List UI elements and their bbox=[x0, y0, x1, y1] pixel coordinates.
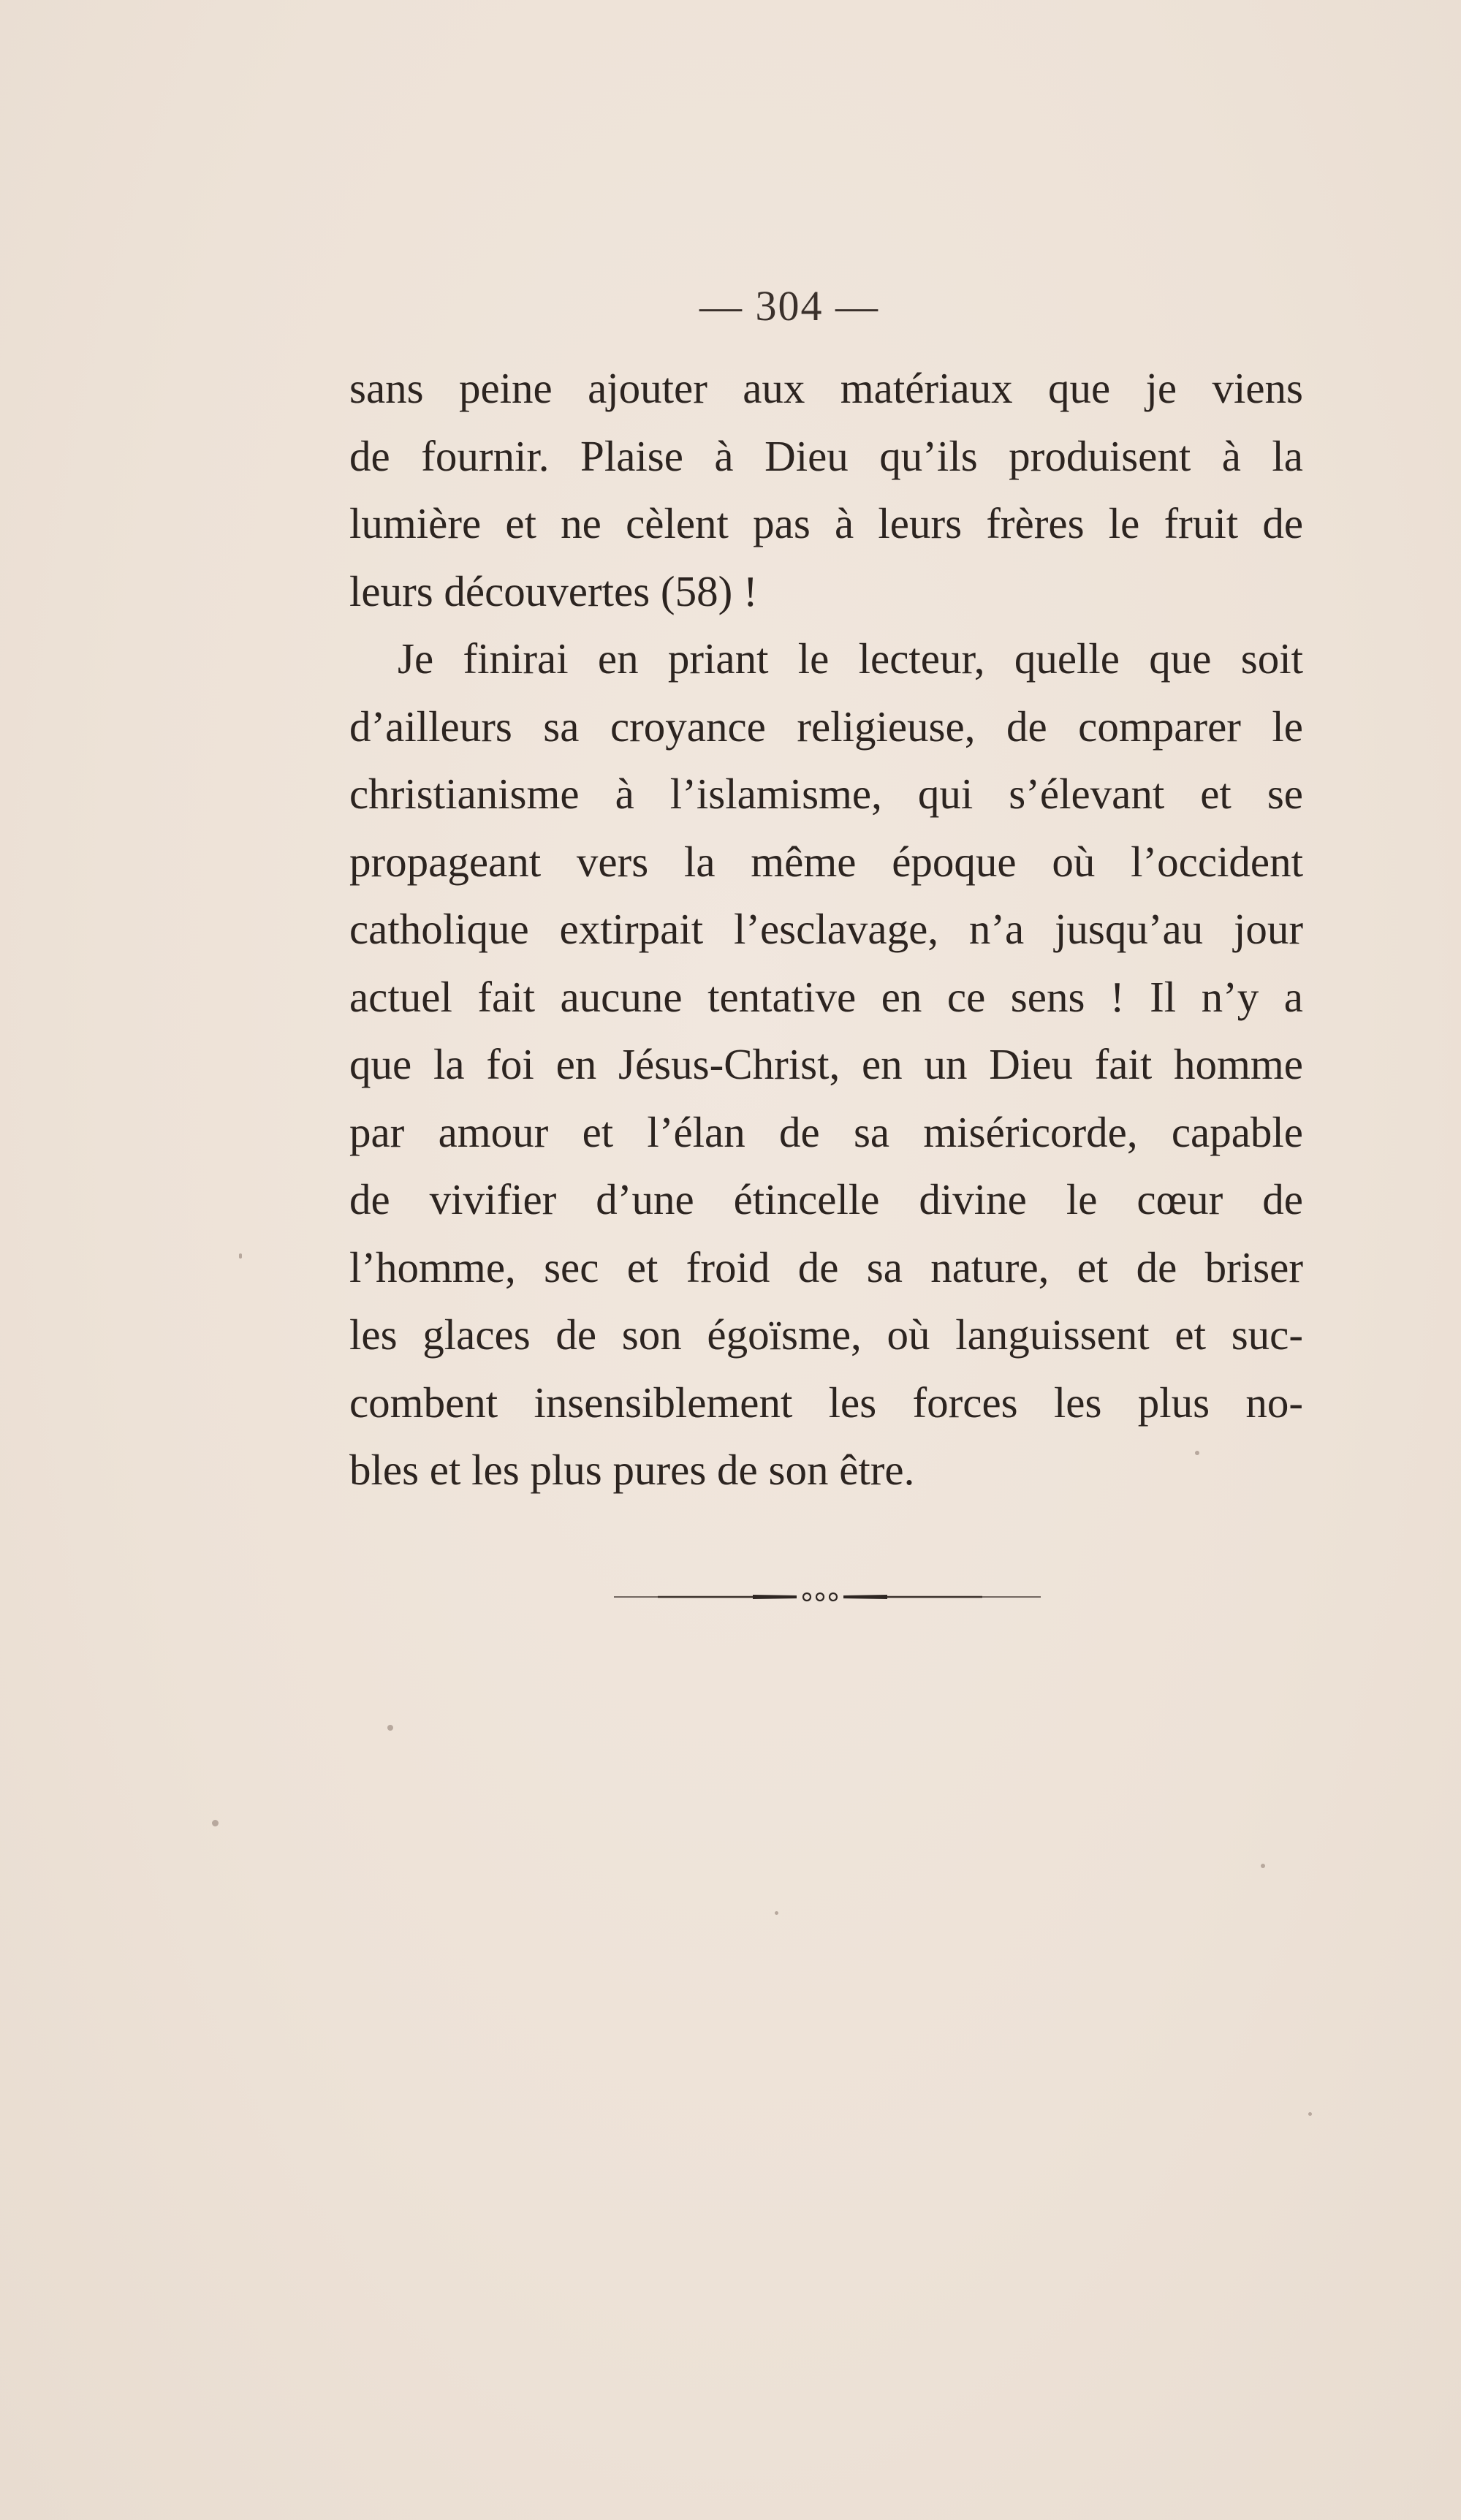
text-line: lumière et ne cèlent pas à leurs frères le fruit de bbox=[349, 499, 1303, 547]
paper-speck bbox=[1308, 2112, 1312, 2116]
text-line: christianisme à l’islamisme, qui s’élevant et se bbox=[349, 770, 1303, 818]
text-line: sans peine ajouter aux matériaux que je viens bbox=[349, 364, 1303, 412]
text-line: bles et les plus pures de son être. bbox=[349, 1446, 915, 1494]
text-line: catholique extirpait l’esclavage, n’a jusqu’au jour bbox=[349, 905, 1303, 953]
decorative-rule-icon bbox=[614, 1592, 1041, 1602]
text-line: leurs découvertes (58) ! bbox=[349, 566, 758, 615]
text-line: propageant vers la même époque où l’occident bbox=[349, 837, 1303, 886]
paper-speck bbox=[775, 1911, 778, 1915]
page-number: — 304 — bbox=[699, 282, 879, 330]
paper-speck bbox=[239, 1253, 242, 1259]
paper-speck bbox=[212, 1820, 219, 1826]
text-line: l’homme, sec et froid de sa nature, et de briser bbox=[349, 1242, 1303, 1291]
text-line: par amour et l’élan de sa miséricorde, capable bbox=[349, 1107, 1303, 1156]
text-line: actuel fait aucune tentative en ce sens ! Il n’y a bbox=[349, 972, 1303, 1021]
body-text bbox=[349, 354, 1303, 1504]
text-line: les glaces de son égoïsme, où languissent et suc- bbox=[349, 1310, 1303, 1359]
text-line: de vivifier d’une étincelle divine le cœur de bbox=[349, 1175, 1303, 1223]
text-line: Je finirai en priant le lecteur, quelle que soit bbox=[398, 634, 1303, 683]
text-line: combent insensiblement les forces les plus no- bbox=[349, 1378, 1303, 1427]
paper-speck bbox=[1261, 1864, 1265, 1868]
text-line: de fournir. Plaise à Dieu qu’ils produisent à la bbox=[349, 431, 1303, 480]
paper-speck bbox=[387, 1725, 393, 1731]
text-line: d’ailleurs sa croyance religieuse, de comparer le bbox=[349, 702, 1303, 751]
paper-speck bbox=[1195, 1451, 1199, 1455]
text-line: que la foi en Jésus-Christ, en un Dieu fait homme bbox=[349, 1040, 1303, 1088]
